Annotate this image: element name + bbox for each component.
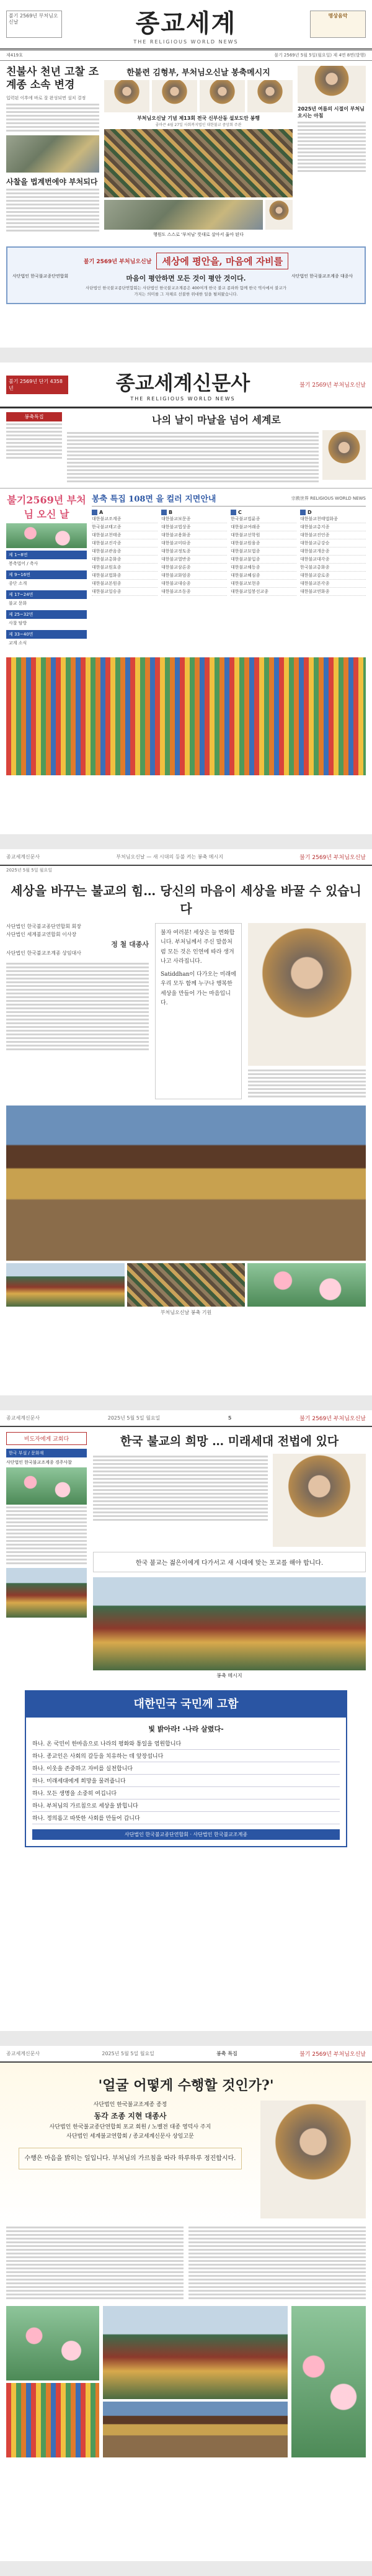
- group-letter: B: [169, 510, 173, 515]
- banner-right-org: 사단법인 한국불교조계종 대종사: [291, 274, 353, 279]
- page-number: 5: [228, 1415, 232, 1421]
- tab-label: 봉축특집: [6, 412, 62, 421]
- header-section: 봉축 특집: [216, 2051, 237, 2056]
- list-item: 대한불교법상종: [161, 523, 227, 531]
- list-item: 대한불교보문종: [161, 515, 227, 523]
- patriot-section: [25, 1690, 347, 1716]
- right-photo: [298, 66, 366, 103]
- pledge-row: 하나. 미래세대에게 희망을 물려줍니다: [32, 1775, 340, 1787]
- temple-photo: [6, 1263, 125, 1307]
- side-org: 사단법인 한국불교조계종 경주사찰: [6, 1460, 72, 1465]
- list-item: 대한불교일붕선교종: [231, 588, 296, 596]
- sidebar-item-note: 교계 소식: [9, 641, 27, 646]
- lantern-photo: [6, 2383, 99, 2457]
- pledge-box: [25, 1716, 347, 1847]
- portrait-photo: [104, 80, 149, 112]
- pledge-row: 하나. 모든 생명을 소중히 여깁니다: [32, 1787, 340, 1799]
- list-item: 대한불교천태법화종: [300, 515, 366, 523]
- right-box-text: 명상음악: [328, 13, 348, 19]
- byline-org3: 사단법인 세계불교연합회 / 종교세계신문사 상임고문: [66, 2133, 194, 2140]
- list-item: 대한불교총지종: [300, 523, 366, 531]
- list-item: 대한불교용화종: [161, 531, 227, 539]
- header-bday: 불기 2569년 부처님오신날: [299, 2051, 366, 2058]
- pledge-footer: 사단법인 한국불교종단연합회 · 사단법인 한국불교조계종: [32, 1829, 340, 1840]
- list-item: 대한불교진언종: [300, 531, 366, 539]
- group-letter: D: [308, 510, 312, 515]
- side-label: 비도자에게 교회다: [6, 1432, 87, 1445]
- issue-number: 제419호: [6, 53, 23, 58]
- headline-body-col: [67, 430, 319, 484]
- top-headline: 한불련 김형부, 부처님오신날 봉축메시지: [126, 68, 270, 78]
- pledge-row: 하나. 부처님의 가르침으로 세상을 밝힙니다: [32, 1799, 340, 1812]
- speaker-portrait: [248, 923, 366, 1066]
- practice-quote: 수행은 마음을 밝히는 일입니다. 부처님의 가르침을 따라 하루하루 정진합시다.: [19, 2148, 242, 2169]
- hope-headline: 한국 불교의 희망 … 미래세대 전법에 있다: [120, 1434, 339, 1448]
- banner-line: 마음이 평안하면 모든 것이 평안 것이다.: [126, 274, 246, 282]
- header-left: 종교세계신문사: [6, 854, 40, 860]
- list-item: 대한불교원융종: [231, 539, 296, 547]
- list-item: 대한불교묘법종: [231, 547, 296, 556]
- byline-org3: 사단법인 한국불교조계종 상임대사: [6, 950, 82, 957]
- list-item: 대한불교일승종: [92, 588, 157, 596]
- lead-title: 친불사 천년 고찰 조계종 소속 변경: [6, 66, 99, 92]
- patriot-title: 대한민국 국민께 고함: [25, 1690, 347, 1716]
- directory-masthead: [0, 363, 372, 408]
- list-item: 대한불교금강승: [300, 539, 366, 547]
- byline-org: 사단법인 한국불교조계종 종정: [93, 2102, 167, 2108]
- crowd-photo: [127, 1263, 246, 1307]
- byline-org2: 사단법인 세계불교연합회 이사장: [6, 931, 77, 937]
- front-right-column: [298, 66, 366, 238]
- practice-body: [6, 2225, 184, 2301]
- header-bday: 불기 2569년 부처님오신날: [299, 1416, 366, 1422]
- quote-text-2: Satiddhan이 다가오는 미래에 우리 모두 함께 누구나 행복한 세상을 만들어 가는 마음입니다.: [161, 971, 236, 1007]
- list-item: 한국불교법륜종: [231, 515, 296, 523]
- banner-tag: 불기 2569년 부처님오신날: [83, 259, 152, 265]
- page-front: [0, 0, 372, 348]
- list-item: 대한불교본원종: [92, 580, 157, 588]
- list-item: 대한불교감로종: [300, 572, 366, 580]
- issue-date: 불기 2569년 5월 5일(월요일) 제 4면 8면(발행): [274, 53, 366, 58]
- list-item: 대한불교불입종: [231, 556, 296, 564]
- speaker-portrait: [273, 1454, 366, 1547]
- sidebar-item-label: 제 17~24면: [6, 590, 87, 599]
- page-gap: [0, 2031, 372, 2046]
- sidebar-item-note: 사찰 탐방: [9, 621, 27, 626]
- banner-left-org: 사단법인 한국불교종단연합회: [12, 274, 69, 279]
- pledge-row: 하나. 온 국민이 한마음으로 나라의 평화와 통일을 염원합니다: [32, 1737, 340, 1750]
- lead-photo: [6, 135, 99, 173]
- portrait-photo: [247, 80, 293, 112]
- header-left: 종교세계신문사: [6, 1415, 40, 1421]
- lotus-art: [6, 523, 87, 548]
- hope-sidebar: [6, 1432, 87, 1679]
- front-columns: [0, 61, 372, 243]
- list-item: 대한불교열반종: [161, 556, 227, 564]
- header-date: 2025년 5월 5일 월요일: [102, 2051, 154, 2056]
- hope-temple-photo: [93, 1577, 366, 1670]
- list-item: 대한불교총화종: [92, 556, 157, 564]
- hope-body: [93, 1454, 268, 1547]
- header-bday: 불기 2569년 부처님오신날: [299, 855, 366, 861]
- header-date: 2025년 5월 5일 월요일: [107, 1415, 161, 1421]
- directory-group: [161, 510, 227, 596]
- sidebar-item-label: 제 9~16면: [6, 570, 87, 579]
- pull-quote: [155, 923, 242, 1099]
- list-item: 대한불교화엄종: [161, 572, 227, 580]
- middle-title: 사찰을 법계번에야 부처되다: [6, 177, 98, 186]
- garden-photo: [291, 2306, 366, 2457]
- list-item: 대한불교본각종: [300, 580, 366, 588]
- sidebar-item-note: 종단 소개: [9, 581, 27, 586]
- list-item: 대한불교개운종: [300, 547, 366, 556]
- page-gap: [0, 1395, 372, 1410]
- front-banner: [6, 246, 366, 304]
- group-letter: A: [99, 510, 104, 515]
- directory-group: [300, 510, 366, 596]
- sidebar-item-label: 제 25~32면: [6, 610, 87, 619]
- page-directory: [0, 363, 372, 834]
- sidebar-item-note: 불교 문화: [9, 601, 27, 606]
- list-item: 대한불교해동종: [231, 564, 296, 572]
- sidebar-list: [6, 551, 87, 647]
- list-item: 대한불교삼론종: [161, 564, 227, 572]
- lantern-photo: [6, 657, 366, 775]
- directory-groups: [92, 510, 366, 596]
- main-caption-sub: 좋마큰 4월 27일 사회복지법인 대한불교 중앙회 주관: [155, 123, 242, 127]
- pledge-row: 하나. 종교인은 사회의 갈등을 치유하는 데 앞장섭니다: [32, 1750, 340, 1762]
- message-left-column: [6, 923, 149, 1099]
- masthead-right-box: [310, 11, 366, 38]
- pledge-row: 하나. 정의롭고 따뜻한 사회를 만들어 갑니다: [32, 1812, 340, 1824]
- front-center-column: [104, 66, 293, 238]
- issue-line: [0, 50, 372, 61]
- right-badge: 불기 2569년 부처님오신날: [299, 382, 366, 389]
- page-gap: [0, 348, 372, 363]
- portrait-photo: [152, 80, 197, 112]
- event-photo: [104, 200, 263, 230]
- brand-subtitle: THE RELIGIOUS WORLD NEWS: [130, 396, 236, 402]
- directory-headline: 나의 날이 마날을 넘어 세계로: [152, 414, 281, 426]
- portrait-row: [104, 80, 293, 112]
- masthead-left-box: [6, 11, 62, 38]
- main-caption: 부처님오신날 기념 제13회 전국 신부산동 설보도안 봉행: [137, 115, 260, 121]
- practice-body: [188, 2225, 366, 2301]
- list-item: 대한불교미타종: [161, 539, 227, 547]
- side-photo: [6, 1467, 87, 1505]
- page-gap: [0, 834, 372, 849]
- directory-left-column: [6, 492, 87, 650]
- banner-body: 사단법인 한국불교종단연합회는 사단법인 한국불교조계종은 400여개 한국 불교 종파와 함께 한국 역사에서 불교가 가지는 의미를 그 자체로 선불한 위대한 일을 펼쳐왔습니다.: [86, 286, 286, 297]
- directory-group: [92, 510, 157, 596]
- message-headline: 세상을 바꾸는 불교의 힘… 당신의 마음이 세상을 바꿀 수 있습니다: [11, 883, 361, 916]
- sidebar-item-label: 제 33~40면: [6, 630, 87, 639]
- list-item: 대한불교조동종: [161, 588, 227, 596]
- flower-photo: [247, 1263, 366, 1307]
- byline-org2: 사단법인 한국불교종단연합회 포교 회원 / 노벨전 대종 영덕사 주지: [49, 2123, 211, 2130]
- list-item: 대한불교연화종: [300, 588, 366, 596]
- list-item: 대한불교조계종: [92, 515, 157, 523]
- side-tag: 한국 부설 / 문화재: [6, 1449, 87, 1457]
- list-item: 대한불교선학원: [231, 531, 296, 539]
- directory-sidebar-top: [6, 412, 62, 484]
- directory-main: [92, 492, 366, 650]
- page-message: [0, 849, 372, 1395]
- right-title: 2025년 여름의 시절이 부처님 오시는 아침: [298, 106, 365, 119]
- pledge-row: 하나. 이웃을 존중하고 자비를 실천합니다: [32, 1762, 340, 1775]
- left-box-text: 불기 2569년 부처님오신날: [9, 13, 58, 25]
- patriot-subtitle: 빛 밝아라! -나라 살렸다-: [148, 1725, 224, 1733]
- message-body: [6, 963, 149, 1050]
- lotus-title: 불기2569년 부처님 오신 날: [7, 494, 86, 520]
- sidebar-item-label: 제 1~8면: [6, 551, 87, 559]
- temple-hall-photo: [6, 1106, 366, 1261]
- lead-subtitle: 입력된 이후에 바로 잘 완성되면 설치 결정: [6, 95, 86, 101]
- directory-group: [231, 510, 296, 596]
- practice-headline: '얼굴 어떻게 수행할 것인가?': [98, 2078, 274, 2094]
- bottom-caption: 행원도 스스로 '부처님' 뜻대로 살아서 옳아 된다: [153, 232, 244, 237]
- list-item: 대한불교대각종: [300, 556, 366, 564]
- page-hope: [0, 1410, 372, 2031]
- group-letter: C: [238, 510, 242, 515]
- brand-logo: 종교세계: [135, 9, 237, 38]
- hall-photo: [103, 2402, 288, 2457]
- quote-text: 불자 여러분! 세상은 늘 변화합니다. 부처님께서 주신 말씀처럼 모든 것은 인연에 따라 생겨나고 사라집니다.: [161, 930, 235, 965]
- footer-note: 부처님오신날 봉축 기원: [160, 1310, 212, 1315]
- page-header: [0, 2046, 372, 2063]
- byline-org: 사단법인 한국불교종단연합회 회장: [6, 924, 82, 929]
- lead-body: [6, 104, 99, 132]
- page-practice: [0, 2046, 372, 2561]
- bottom-photo-row: [104, 200, 293, 230]
- speaker-portrait: [260, 2101, 366, 2218]
- campaign-title: 봉축 특집 108면 을 컬러 지면안내: [92, 495, 216, 504]
- banner-quote: 세상에 평안을, 마음에 자비를: [156, 253, 288, 269]
- list-item: 대한불교대승종: [161, 580, 227, 588]
- page-header: [0, 849, 372, 866]
- list-item: 대한불교보현종: [231, 580, 296, 588]
- page-header: [0, 1410, 372, 1427]
- event-photo: [265, 200, 293, 230]
- main-event-photo: [104, 129, 293, 197]
- brand-subtitle: THE RELIGIOUS WORLD NEWS: [133, 39, 239, 45]
- header-date: 2025년 5월 5일 월요일: [6, 868, 52, 873]
- list-item: 대한불교정토종: [161, 547, 227, 556]
- list-item: 대한불교진각종: [92, 539, 157, 547]
- header-left: 종교세계신문사: [6, 2051, 40, 2056]
- list-item: 한국불교총화종: [300, 564, 366, 572]
- list-item: 대한불교천태종: [92, 531, 157, 539]
- list-item: 대한불교혜심종: [231, 572, 296, 580]
- flower-photo: [6, 2306, 99, 2380]
- masthead: [0, 0, 372, 50]
- right-body: [298, 122, 366, 172]
- temple-photo: [103, 2306, 288, 2399]
- directory-portrait: [322, 430, 366, 480]
- middle-body: [6, 189, 99, 232]
- byline-name: 정 철 대종사: [111, 940, 149, 948]
- photo-caption: 봉축 메시지: [216, 1673, 242, 1678]
- list-item: 대한불교법화종: [92, 572, 157, 580]
- header-section: 부처님오신날 — 새 시대의 등불 켜는 봉축 메시지: [116, 854, 223, 860]
- sidebar-item-note: 봉축법어 / 축사: [9, 561, 38, 566]
- hope-quote: 한국 불교는 젊은이에게 다가서고 새 시대에 맞는 포교를 해야 합니다.: [93, 1552, 366, 1572]
- byline-name: 동각 조종 지현 대종사: [94, 2112, 167, 2121]
- portrait-photo: [200, 80, 245, 112]
- message-right-column: [248, 923, 366, 1099]
- list-item: 대한불교원효종: [92, 564, 157, 572]
- list-item: 대한불교여래종: [231, 523, 296, 531]
- directory-title: 宗敎世界 RELIGIOUS WORLD NEWS: [291, 495, 366, 501]
- front-left-column: [6, 66, 99, 238]
- list-item: 한국불교태고종: [92, 523, 157, 531]
- side-photo: [6, 1568, 87, 1618]
- brand-logo: 종교세계신문사: [115, 371, 250, 395]
- left-badge: 불기 2569년 단기 4358년: [6, 376, 68, 394]
- list-item: 대한불교관음종: [92, 547, 157, 556]
